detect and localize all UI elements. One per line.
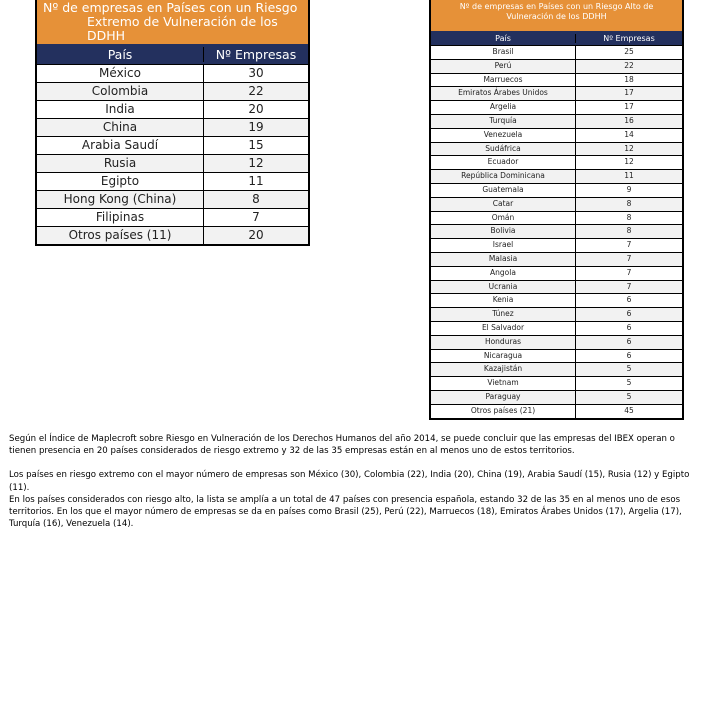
table-row	[431, 321, 682, 335]
companies-count-cell: 12	[624, 143, 634, 153]
companies-count-cell: 7	[626, 253, 632, 263]
country-cell: Omán	[431, 212, 576, 225]
table-row	[431, 293, 682, 307]
paragraph-high-risk: En los países considerados con riesgo alto, la lista se amplía a un total de 47 países con presencia española, estando 32 de las 35 en al menos uno de esos territorios. En los que el mayor número de empresas se da en países como Brasil (25), Perú (22), Marruecos (18), Emiratos Árabes Unidos (17), Argelia (17), Turquía (16), Venezuela (14).	[9, 494, 682, 530]
table-row	[431, 73, 682, 87]
companies-count-cell: 8	[252, 192, 260, 206]
country-cell: Angola	[431, 267, 576, 280]
table-row	[431, 280, 682, 294]
table-row	[431, 390, 682, 404]
companies-count-cell: 9	[626, 184, 632, 194]
companies-count-cell: 6	[626, 336, 632, 346]
companies-count-cell: 7	[626, 281, 632, 291]
table-row	[431, 45, 682, 59]
country-cell: Venezuela	[431, 129, 576, 142]
country-cell: China	[37, 119, 204, 136]
table-row	[431, 169, 682, 183]
companies-count-cell: 5	[626, 364, 632, 374]
companies-count-cell: 6	[626, 295, 632, 305]
country-cell: Emiratos Árabes Unidos	[431, 87, 576, 100]
companies-count-cell: 7	[252, 210, 260, 224]
body-text	[9, 433, 699, 530]
companies-count-cell: 5	[626, 391, 632, 401]
high-risk-table	[429, 0, 684, 420]
companies-count-cell: 25	[624, 47, 634, 56]
table-row	[431, 211, 682, 225]
table-row	[431, 197, 682, 211]
table-row	[431, 100, 682, 114]
companies-count-cell: 19	[248, 120, 264, 134]
table-row	[37, 118, 308, 136]
companies-count-cell: 45	[624, 405, 634, 415]
extreme-risk-table-body	[37, 64, 308, 244]
column-header-country: País	[37, 47, 204, 62]
table-row	[431, 362, 682, 376]
country-cell: Turquía	[431, 115, 576, 128]
table-row	[37, 82, 308, 100]
table-row	[431, 266, 682, 280]
table-row	[431, 155, 682, 169]
extreme-risk-table-title: Nº de empresas en Países con un Riesgo Extremo de Vulneración de los DDHH	[37, 0, 308, 44]
table-row	[37, 154, 308, 172]
country-cell: Bolivia	[431, 225, 576, 238]
table-row	[37, 64, 308, 82]
table-row	[431, 376, 682, 390]
table-row	[431, 404, 682, 418]
companies-count-cell: 20	[248, 228, 264, 242]
country-cell: Argelia	[431, 101, 576, 114]
country-cell: República Dominicana	[431, 170, 576, 183]
country-cell: Otros países (21)	[431, 405, 576, 418]
country-cell: Sudáfrica	[431, 143, 576, 156]
companies-count-cell: 7	[626, 240, 632, 250]
table-row	[431, 307, 682, 321]
country-cell: Israel	[431, 239, 576, 252]
country-cell: Kazajistán	[431, 363, 576, 376]
extreme-risk-table-header	[37, 44, 308, 64]
companies-count-cell: 6	[626, 322, 632, 332]
paragraph-extreme-risk: Los países en riesgo extremo con el mayor número de empresas son México (30), Colombia (22), India (20), China (19), Arabia Saudí (15), Rusia (12) y Egipto (11).	[9, 470, 690, 493]
extreme-risk-table	[35, 0, 310, 246]
country-cell: Hong Kong (China)	[37, 191, 204, 208]
table-row	[431, 349, 682, 363]
companies-count-cell: 30	[248, 66, 264, 80]
companies-count-cell: 14	[624, 129, 634, 139]
country-cell: Kenia	[431, 294, 576, 307]
table-row	[431, 114, 682, 128]
table-row	[37, 208, 308, 226]
country-cell: Paraguay	[431, 391, 576, 404]
country-cell: Arabia Saudí	[37, 137, 204, 154]
table-row	[431, 86, 682, 100]
table-row	[37, 100, 308, 118]
companies-count-cell: 22	[248, 84, 264, 98]
table-row	[431, 142, 682, 156]
country-cell: Catar	[431, 198, 576, 211]
table-row	[431, 335, 682, 349]
companies-count-cell: 16	[624, 115, 634, 125]
companies-count-cell: 12	[624, 157, 634, 167]
companies-count-cell: 11	[248, 174, 264, 188]
country-cell: Rusia	[37, 155, 204, 172]
companies-count-cell: 6	[626, 309, 632, 319]
companies-count-cell: 7	[626, 267, 632, 277]
column-header-companies: Nº Empresas	[603, 33, 655, 43]
high-risk-table-body	[431, 45, 682, 418]
country-cell: Colombia	[37, 83, 204, 100]
column-header-companies: Nº Empresas	[215, 46, 297, 62]
companies-count-cell: 8	[626, 198, 632, 208]
table-row	[431, 252, 682, 266]
table-row	[431, 224, 682, 238]
companies-count-cell: 11	[624, 171, 634, 181]
country-cell: El Salvador	[431, 322, 576, 335]
table-row	[37, 136, 308, 154]
companies-count-cell: 12	[248, 156, 264, 170]
country-cell: Otros países (11)	[37, 227, 204, 244]
high-risk-table-title: Nº de empresas en Países con un Riesgo Alto de Vulneración de los DDHH	[431, 0, 682, 31]
table-row	[37, 190, 308, 208]
table-row	[431, 59, 682, 73]
table-row	[37, 226, 308, 244]
country-cell: Perú	[431, 60, 576, 73]
country-cell: India	[37, 101, 204, 118]
country-cell: Túnez	[431, 308, 576, 321]
companies-count-cell: 15	[248, 138, 264, 152]
table-row	[431, 183, 682, 197]
country-cell: Vietnam	[431, 377, 576, 390]
paragraph-summary: Según el Índice de Maplecroft sobre Riesgo en Vulneración de los Derechos Humanos del año 2014, se puede concluir que las empresas del IBEX operan o tienen presencia en 20 países considerados de riesgo extremo y 32 de las 35 empresas están en al menos uno de estos territorios.	[9, 434, 675, 457]
country-cell: Brasil	[431, 46, 576, 59]
high-risk-table-header	[431, 31, 682, 45]
country-cell: Ucrania	[431, 281, 576, 294]
companies-count-cell: 6	[626, 350, 632, 360]
companies-count-cell: 17	[624, 102, 634, 112]
country-cell: Filipinas	[37, 209, 204, 226]
companies-count-cell: 8	[626, 212, 632, 222]
table-row	[37, 172, 308, 190]
country-cell: Guatemala	[431, 184, 576, 197]
country-cell: Marruecos	[431, 74, 576, 87]
companies-count-cell: 20	[248, 102, 264, 116]
country-cell: Malasia	[431, 253, 576, 266]
companies-count-cell: 22	[624, 60, 634, 70]
country-cell: Ecuador	[431, 156, 576, 169]
country-cell: Nicaragua	[431, 350, 576, 363]
table-row	[431, 128, 682, 142]
companies-count-cell: 5	[626, 378, 632, 388]
companies-count-cell: 8	[626, 226, 632, 236]
table-row	[431, 238, 682, 252]
column-header-country: País	[431, 34, 576, 43]
companies-count-cell: 17	[624, 88, 634, 98]
country-cell: Honduras	[431, 336, 576, 349]
country-cell: México	[37, 65, 204, 82]
country-cell: Egipto	[37, 173, 204, 190]
companies-count-cell: 18	[624, 74, 634, 84]
